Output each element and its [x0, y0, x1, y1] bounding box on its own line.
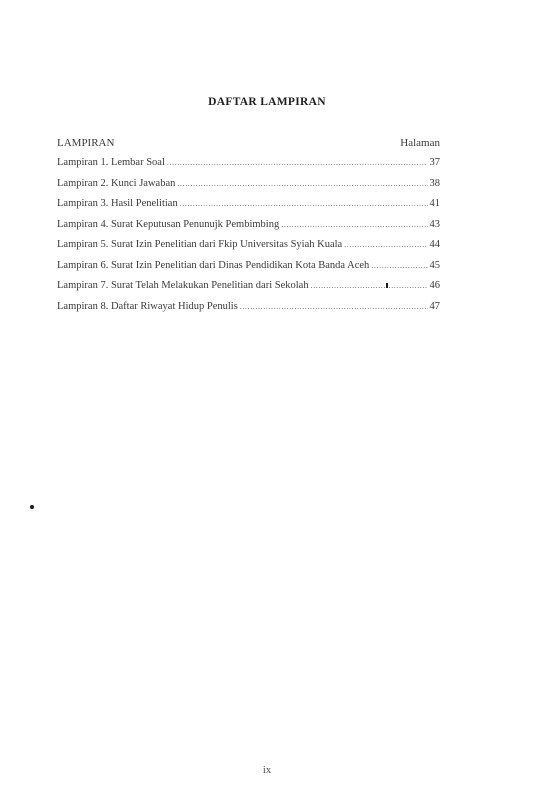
- header-halaman-label: Halaman: [400, 137, 440, 149]
- dot-leader: [344, 240, 427, 249]
- entry-page-number: 46: [429, 280, 440, 291]
- dot-leader: [371, 261, 427, 270]
- appendix-entry-4: [57, 219, 440, 240]
- entry-page-number: 45: [429, 259, 440, 271]
- entry-page-number: 37: [429, 157, 440, 168]
- entry-page-number: 44: [429, 239, 440, 250]
- appendix-list: [57, 157, 440, 321]
- appendix-entry-3: [57, 198, 440, 219]
- entry-label: Lampiran 3. Hasil Penelitian: [57, 198, 178, 209]
- entry-label: Lampiran 6. Surat Izin Penelitian dari Dinas Pendidikan Kota Banda Aceh: [57, 259, 370, 271]
- header-lampiran-label: LAMPIRAN: [57, 137, 115, 149]
- entry-label: Lampiran 7. Surat Telah Melakukan Penelitian dari Sekolah: [57, 280, 309, 291]
- scan-dot: [30, 505, 34, 509]
- dot-leader: [167, 158, 428, 167]
- dot-leader: [281, 220, 427, 229]
- entry-label: Lampiran 5. Surat Izin Penelitian dari Fkip Universitas Syiah Kuala: [57, 239, 343, 250]
- appendix-entry-7: [57, 280, 440, 301]
- entry-page-number: 41: [429, 198, 440, 209]
- entry-page-number: 43: [429, 218, 440, 230]
- entry-label: Lampiran 2. Kunci Jawaban: [57, 177, 176, 189]
- appendix-entry-1: [57, 157, 440, 178]
- dot-leader: [177, 179, 427, 188]
- scan-mark: [386, 283, 388, 288]
- appendix-entry-5: [57, 239, 440, 260]
- dot-leader: [311, 281, 428, 290]
- appendix-entry-2: [57, 178, 440, 199]
- appendix-entry-6: [57, 260, 440, 281]
- dot-leader: [240, 302, 428, 311]
- entry-label: Lampiran 8. Daftar Riwayat Hidup Penulis: [57, 300, 238, 312]
- page-title: DAFTAR LAMPIRAN: [208, 96, 326, 108]
- entry-label: Lampiran 4. Surat Keputusan Penunujk Pembimbing: [57, 218, 280, 230]
- appendix-entry-8: [57, 301, 440, 322]
- entry-label: Lampiran 1. Lembar Soal: [57, 157, 165, 168]
- page-number: ix: [262, 765, 272, 776]
- entry-page-number: 38: [429, 177, 440, 189]
- dot-leader: [180, 199, 428, 208]
- entry-page-number: 47: [429, 300, 440, 312]
